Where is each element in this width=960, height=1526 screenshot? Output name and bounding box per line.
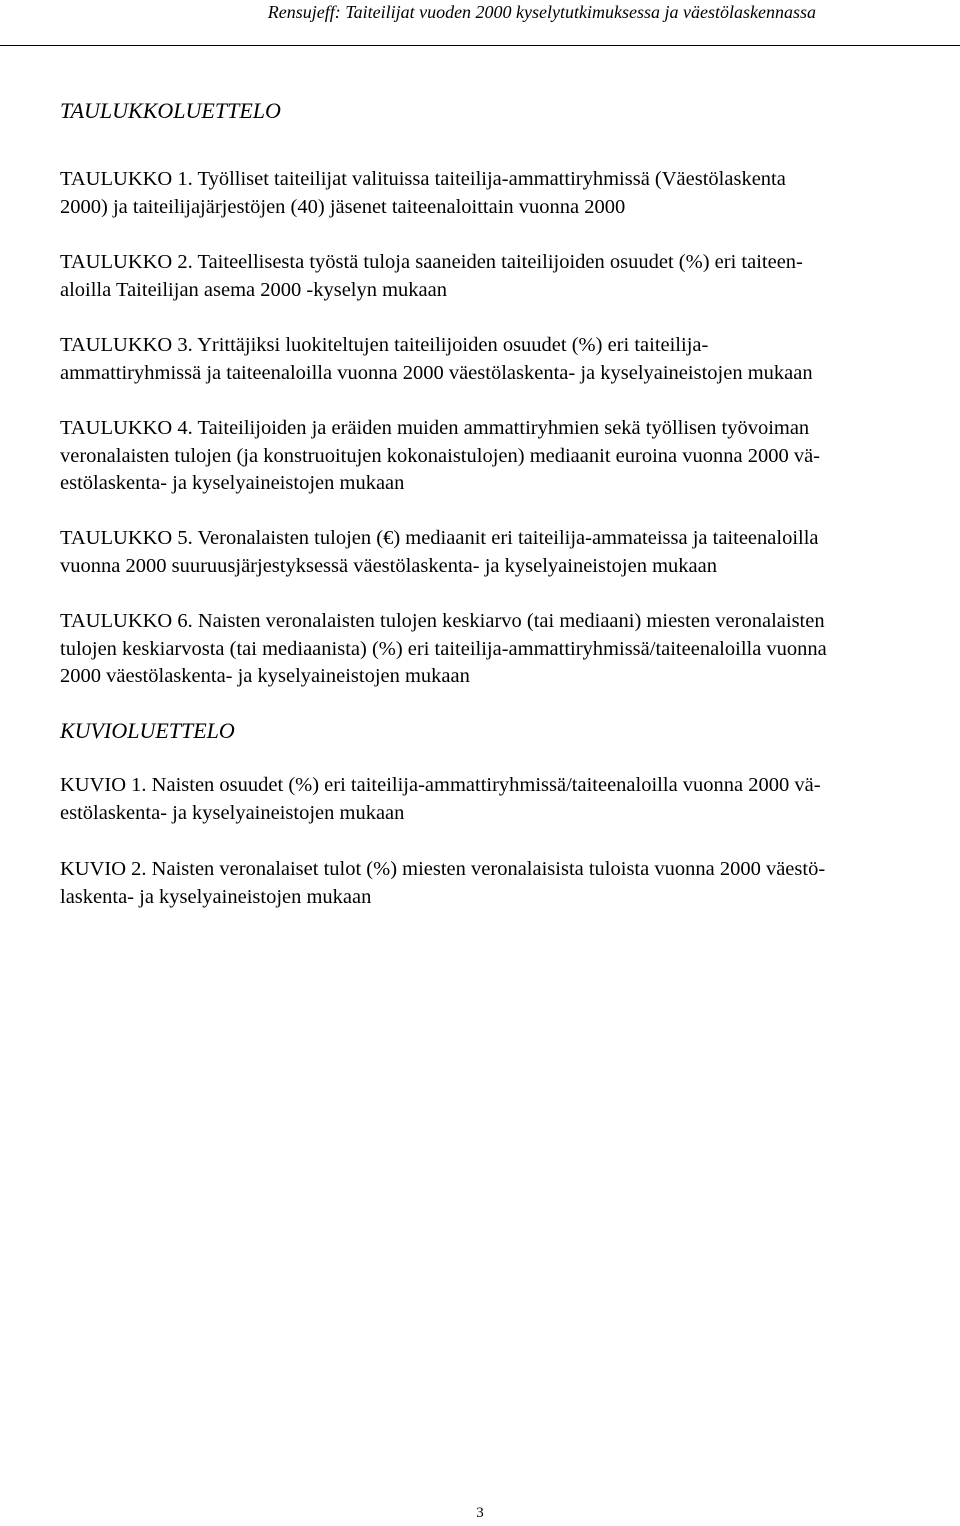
entry-line: ammattiryhmissä ja taiteenaloilla vuonna 2000 väestölaskenta- ja kyselyaineistojen mukaan bbox=[60, 361, 813, 384]
entry-line: estölaskenta- ja kyselyaineistojen mukaan bbox=[60, 472, 405, 494]
figure-entry-2 bbox=[60, 856, 955, 911]
entry-line: estölaskenta- ja kyselyaineistojen mukaan bbox=[60, 801, 405, 824]
table-entry-2 bbox=[60, 249, 955, 304]
table-entry-6 bbox=[60, 608, 955, 691]
entry-line: TAULUKKO 6. Naisten veronalaisten tulojen keskiarvo (tai mediaani) miesten veronalaisten bbox=[60, 610, 825, 632]
tables-list-heading: TAULUKKOLUETTELO bbox=[60, 98, 281, 123]
running-header-text: Rensujeff: Taiteilijat vuoden 2000 kyselytutkimuksessa ja väestölaskennassa bbox=[267, 2, 816, 22]
page-number: 3 bbox=[476, 1505, 484, 1521]
table-entry-3 bbox=[60, 332, 955, 387]
figure-entry-1 bbox=[60, 772, 955, 827]
entry-line: laskenta- ja kyselyaineistojen mukaan bbox=[60, 885, 372, 908]
table-entry-1 bbox=[60, 166, 955, 221]
entry-line: TAULUKKO 4. Taiteilijoiden ja eräiden muiden ammattiryhmien sekä työllisen työvoiman bbox=[60, 417, 810, 439]
entry-line: TAULUKKO 5. Veronalaisten tulojen (€) mediaanit eri taiteilija-ammateissa ja taiteenaloilla bbox=[60, 527, 819, 549]
entry-line: TAULUKKO 2. Taiteellisesta työstä tuloja saaneiden taiteilijoiden osuudet (%) eri taiteen- bbox=[60, 251, 803, 273]
entry-line: KUVIO 2. Naisten veronalaiset tulot (%) miesten veronalaisista tuloista vuonna 2000 väestö- bbox=[60, 858, 826, 880]
entry-line: tulojen keskiarvosta (tai mediaanista) (%) eri taiteilija-ammattiryhmissä/taiteenaloilla vuonna bbox=[60, 637, 827, 660]
table-entry-5 bbox=[60, 525, 955, 580]
entry-line: 2000) ja taiteilijajärjestöjen (40) jäsenet taiteenaloittain vuonna 2000 bbox=[60, 195, 626, 218]
entry-line: KUVIO 1. Naisten osuudet (%) eri taiteilija-ammattiryhmissä/taiteenaloilla vuonna 2000 vä- bbox=[60, 774, 821, 796]
entry-line: 2000 väestölaskenta- ja kyselyaineistojen mukaan bbox=[60, 665, 470, 687]
entry-line: TAULUKKO 3. Yrittäjiksi luokiteltujen taiteilijoiden osuudet (%) eri taiteilija- bbox=[60, 334, 709, 356]
entry-line: vuonna 2000 suuruusjärjestyksessä väestölaskenta- ja kyselyaineistojen mukaan bbox=[60, 554, 717, 577]
entry-line: veronalaisten tulojen (ja konstruoitujen kokonaistulojen) mediaanit euroina vuonna 2000 vä- bbox=[60, 444, 821, 467]
running-header bbox=[0, 0, 960, 46]
figures-list-heading: KUVIOLUETTELO bbox=[60, 718, 235, 743]
entry-line: aloilla Taiteilijan asema 2000 -kyselyn mukaan bbox=[60, 278, 448, 301]
table-entry-4 bbox=[60, 415, 955, 498]
entry-line: TAULUKKO 1. Työlliset taiteilijat valituissa taiteilija-ammattiryhmissä (Väestölaskenta bbox=[60, 168, 786, 190]
